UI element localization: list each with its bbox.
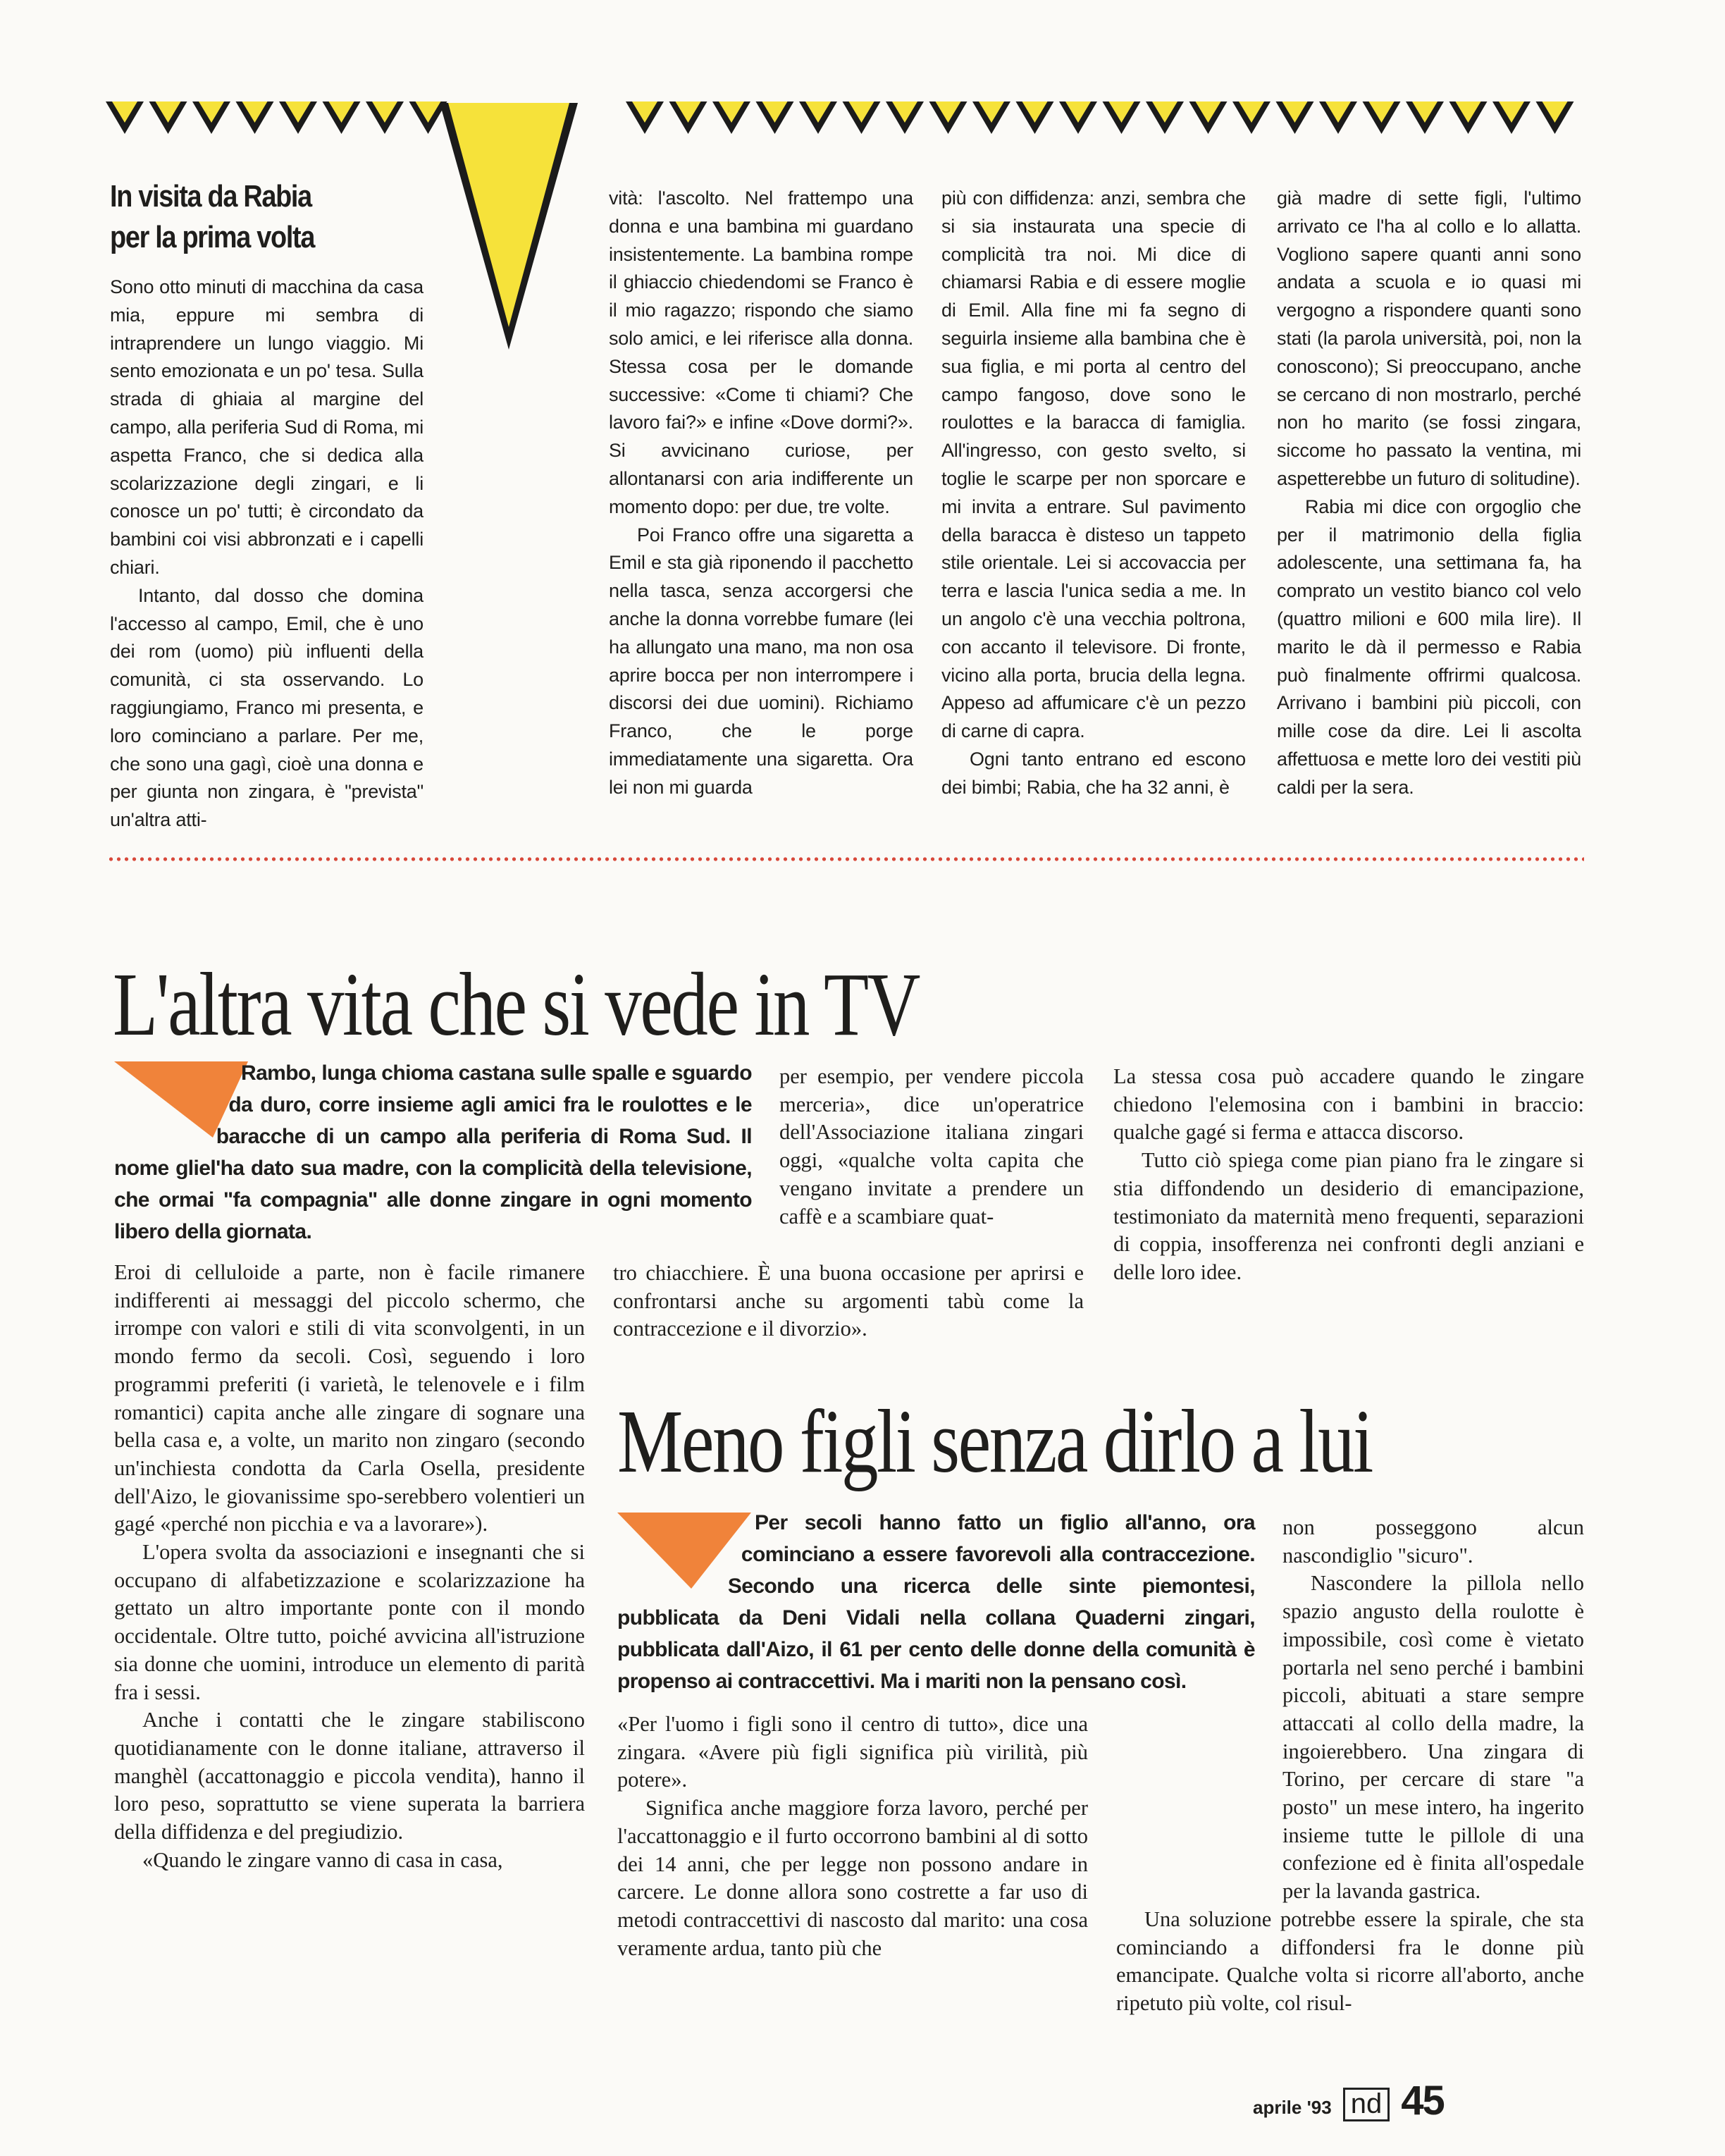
paragraph: Una soluzione potrebbe essere la spirale, che sta cominciando a diffondersi fra le donne più emancipate. Qualche volta si ricorre all'aborto, anche ripetuto più volte, col risul-: [1116, 1906, 1584, 2015]
paragraph: tro chiacchiere. È una buona occasione per aprirsi e confrontarsi anche su argomenti tabù come la contraccezione e il divorzio».: [613, 1261, 1084, 1341]
article2-headline: Meno figli senza dirlo a lui: [617, 1391, 1372, 1491]
paragraph: Ogni tanto entrano ed escono dei bimbi; Rabia, che ha 32 anni, è: [941, 748, 1246, 798]
big-v-triangle: [438, 101, 579, 359]
dotted-divider: [107, 857, 1584, 861]
sidebar-column-4: [1277, 185, 1581, 802]
article1-headline: L'altra vita che si vede in TV: [113, 954, 919, 1054]
paragraph: Tutto ciò spiega come pian piano fra le zingare si stia diffondendo un desiderio di emancipazione, testimoniato da maternità meno frequenti, separazioni di coppia, insofferenza nei confronti degli anziani e delle loro idee.: [1113, 1148, 1584, 1284]
paragraph: «Per l'uomo i figli sono il centro di tutto», dice una zingara. «Avere più figli significa più virilità, più potere».: [617, 1712, 1088, 1792]
paragraph: Nascondere la pillola nello spazio angusto della roulotte è impossibile, così come è vietato portarla nel seno perché i bambini piccoli, abituati a stare sempre attaccati al collo della madre, la ingoierebbero. Una zingara di Torino, per cercare di stare "a posto" un mese intero, ha ingerito insieme tutte le pillole di una confezione ed è finita all'ospedale per la lavanda gastrica.: [1282, 1571, 1584, 1904]
paragraph: «Quando le zingare vanno di casa in casa,: [142, 1847, 503, 1872]
paragraph: La stessa cosa può accadere quando le zingare chiedono l'elemosina con i bambini in braccio: qualche gagé si ferma e attacca discorso.: [1113, 1064, 1584, 1145]
article2-column-3: [1116, 1514, 1584, 2018]
article1-column-2-bottom: [613, 1259, 1084, 1343]
article1-lead: [114, 1057, 752, 1248]
paragraph: L'opera svolta da associazioni e insegnanti che si occupano di alfabetizzazione e scolarizzazione ha gettato un altro importante ponte con il mondo occidentale. Oltre tutto, poiché avvicina all'istruzione sia donne che uomini, introduce un elemento di parità fra i sessi.: [114, 1540, 585, 1704]
zigzag-border: [106, 99, 1578, 140]
article1-column-3: [1113, 1063, 1584, 1287]
lead-text: Rambo, lunga chioma castana sulle spalle e sguardo da duro, corre insieme agli amici fra le roulottes e le baracche di un campo alla periferia di Roma Sud. Il nome gliel'ha dato sua madre, con la complicità della televisione, che ormai "fa compagnia" alle donne zingare in ogni momento libero della giornata.: [114, 1061, 752, 1243]
paragraph: vità: l'ascolto. Nel frattempo una donna e una bambina mi guardano insistentemente. La bambina rompe il ghiaccio chiedendomi se Franco è il mio ragazzo; rispondo che siamo solo amici, e lei riferisce alla donna. Stessa cosa per le domande successive: «Come ti chiami? Che lavoro fai?» e infine «Dove dormi?». Si avvicinano curiose, per allontanarsi con aria indifferente un momento dopo: per due, tre volte.: [609, 187, 913, 517]
paragraph: Significa anche maggiore forza lavoro, perché per l'accattonaggio e il furto occorrono bambini al di sotto dei 14 anni, che per legge non possono andare in carcere. Le donne allora sono costrette a far uso di metodi contraccettivi di nascosto dal marito: una cosa veramente ardua, tanto più che: [617, 1796, 1088, 1960]
paragraph: Rabia mi dice con orgoglio che per il matrimonio della figlia adolescente, una settimana fa, ha comprato un vestito bianco col velo (quattro milioni e 600 mila lire). Il marito le dà il permesso e Rabia può finalmente offrirmi qualcosa. Arrivano i bambini più piccoli, con mille cose da dire. Lei li ascolta affettuosa e mette loro dei vestiti più caldi per la sera.: [1277, 495, 1581, 798]
lead-text: Per secoli hanno fatto un figlio all'anno, ora cominciano a essere favorevoli alla contraccezione. Secondo una ricerca delle sinte piemontesi, pubblicata da Deni Vidali nella collana Quaderni zingari, pubblicata dall'Aizo, il 61 per cento delle donne della comunità è propenso ai contraccettivi. Ma i mariti non la pensano così.: [617, 1511, 1255, 1693]
sidebar-title-line: per la prima volta: [110, 220, 315, 254]
sidebar-title-line: In visita da Rabia: [110, 179, 311, 214]
sidebar-column-3: [941, 185, 1246, 802]
paragraph: Intanto, dal dosso che domina l'accesso al campo, Emil, che è uno dei rom (uomo) più influenti della comunità, ci sta osservando. Lo raggiungiamo, Franco mi presenta, e loro cominciano a parlare. Per me, che sono una gagì, cioè una donna e per giunta non zingara, è "prevista" un'altra atti-: [110, 584, 423, 831]
paragraph: non posseggono alcun nascondiglio "sicuro".: [1282, 1515, 1584, 1567]
paragraph: Sono otto minuti di macchina da casa mia, eppure mi sembra di intraprendere un lungo viaggio. Mi sento emozionata e un po' tesa. Sulla strada di ghiaia al margine del campo, alla periferia Sud di Roma, mi aspetta Franco, che si dedica alla scolarizzazione degli zingari, e li conosce un po' tutti; è circondato da bambini coi visi abbronzati e i capelli chiari.: [110, 276, 423, 578]
sidebar-column-1: [110, 273, 423, 834]
paragraph: Eroi di celluloide a parte, non è facile rimanere indifferenti ai messaggi del piccolo schermo, che irrompe con valori e stili di vita sconvolgenti, in un mondo fermo da secoli. Così, seguendo i loro programmi preferiti (i varietà, le telenovele e i film romantici) capita anche alle zingare di sognare una bella casa e, a volte, un marito non zingaro (secondo un'inchiesta condotta da Carla Osella, presidente dell'Aizo, le giovanissime spo-serebbero volentieri un gagé «perché non picchia e va a lavorare»).: [114, 1260, 585, 1536]
paragraph: Anche i contatti che le zingare stabiliscono quotidianamente con le donne italiane, attraverso il manghèl (accattonaggio e piccola vendita), hanno il loro peso, soprattutto se viene superata la barriera della diffidenza e del pregiudizio.: [114, 1708, 585, 1844]
article1-column-2-top: [779, 1063, 1084, 1231]
page-footer: [1253, 2078, 1444, 2124]
article1-column-1: [114, 1259, 585, 1874]
issue-date: aprile '93: [1253, 2097, 1332, 2118]
paragraph: per esempio, per vendere piccola merceria», dice un'operatrice dell'Associazione italiana zingari oggi, «qualche volta capita che vengano invitate a prendere un caffè e a scambiare quat-: [779, 1064, 1084, 1228]
paragraph: più con diffidenza: anzi, sembra che si sia instaurata una specie di complicità tra noi. Mi dice di chiamarsi Rabia e di essere moglie di Emil. Alla fine mi fa segno di seguirla insieme alla bambina che è sua figlia, e mi porta al centro del campo fangoso, dove sono le roulottes e la baracca di famiglia. All'ingresso, con gesto svelto, si toglie le scarpe per non sporcare e mi invita a entrare. Sul pavimento della baracca è disteso un tappeto stile orientale. Lei si accovaccia per terra e lascia l'unica sedia a me. In un angolo c'è una vecchia poltrona, con accanto il televisore. Di fronte, vicino alla porta, brucia della legna. Appeso ad affumicare c'è un pezzo di carne di capra.: [941, 187, 1246, 742]
sidebar-title: [110, 176, 376, 258]
sidebar-column-2: [609, 185, 913, 802]
paragraph: Poi Franco offre una sigaretta a Emil e sta già riponendo il pacchetto nella tasca, senza accorgersi che anche la donna vorrebbe fumare (lei ha allungato una mano, ma non osa aprire bocca per non interrompere i discorsi dei due uomini). Richiamo Franco, che le porge immediatamente una sigaretta. Ora lei non mi guarda: [609, 524, 913, 798]
page-number: 45: [1401, 2078, 1444, 2124]
article2-column-2: [617, 1711, 1088, 1962]
paragraph: già madre di sette figli, l'ultimo arrivato ce l'ha al collo e lo allatta. Vogliono sapere quanti anni sono andata a scuola e io quasi mi vergogno a rispondere quanti sono stati (la parola università, poi, non la conoscono); Si preoccupano, anche se cercano di non mostrarlo, perché non ho marito (se fossi zingara, siccome ho passato la ventina, mi aspetterebbe un futuro di solitudine).: [1277, 187, 1581, 489]
magazine-logo: nd: [1343, 2088, 1390, 2121]
